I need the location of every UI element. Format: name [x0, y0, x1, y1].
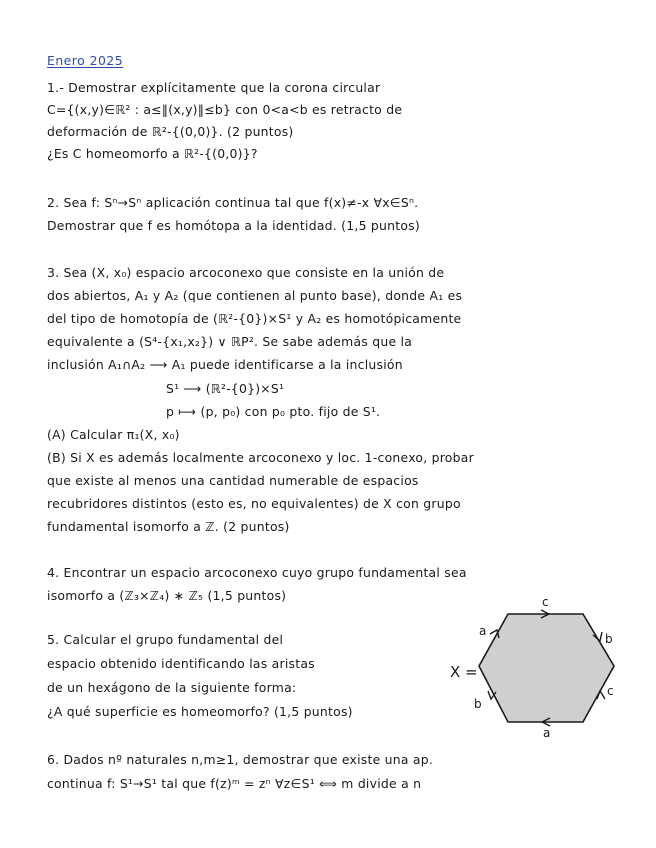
problem-2-line: Demostrar que f es homótopa a la identidad. (1,5 puntos) [47, 218, 420, 233]
hexagon-figure [440, 595, 630, 740]
problem-1-line: C={(x,y)∈ℝ² : a≤‖(x,y)‖≤b} con 0<a<b es retracto de [47, 102, 403, 117]
problem-3-part-b-line: recubridores distintos (esto es, no equivalentes) de X con grupo [47, 496, 461, 511]
problem-4-line: 4. Encontrar un espacio arcoconexo cuyo grupo fundamental sea [47, 565, 467, 580]
problem-3-line: inclusión A₁∩A₂ ⟶ A₁ puede identificarse a la inclusión [47, 357, 403, 372]
problem-3-part-a: (A) Calcular π₁(X, x₀) [47, 427, 180, 442]
x-equals-label: X = [450, 663, 478, 681]
edge-label-upper-left: a [479, 624, 487, 638]
problem-3-part-b-line: (B) Si X es además localmente arcoconexo y loc. 1-conexo, probar [47, 450, 474, 465]
problem-2-line: 2. Sea f: Sⁿ→Sⁿ aplicación continua tal que f(x)≠-x ∀x∈Sⁿ. [47, 195, 419, 210]
problem-6-line: continua f: S¹→S¹ tal que f(z)ᵐ = zⁿ ∀z∈S¹ ⟺ m divide a n [47, 776, 422, 791]
exam-title: Enero 2025 [47, 53, 124, 68]
edge-label-bottom: a [543, 726, 551, 740]
problem-3-line: equivalente a (S⁴-{x₁,x₂}) ∨ ℝP². Se sabe además que la [47, 334, 413, 349]
problem-3-part-b-line: que existe al menos una cantidad numerable de espacios [47, 473, 419, 488]
edge-label-top: c [542, 595, 549, 609]
problem-3-part-b-line: fundamental isomorfo a ℤ. (2 puntos) [47, 519, 290, 534]
problem-4-line: isomorfo a (ℤ₃×ℤ₄) ∗ ℤ₅ (1,5 puntos) [47, 588, 287, 603]
problem-5-line: de un hexágono de la siguiente forma: [47, 680, 297, 695]
problem-3-line: 3. Sea (X, x₀) espacio arcoconexo que consiste en la unión de [47, 265, 445, 280]
problem-6-line: 6. Dados nº naturales n,m≥1, demostrar que existe una ap. [47, 752, 434, 767]
edge-label-lower-right: c [607, 684, 614, 698]
problem-3-line: del tipo de homotopía de (ℝ²-{0})×S¹ y A₂ es homotópicamente [47, 311, 462, 326]
problem-3-map-line: p ⟼ (p, p₀) con p₀ pto. fijo de S¹. [166, 404, 381, 419]
problem-1-line: ¿Es C homeomorfo a ℝ²-{(0,0)}? [47, 146, 258, 161]
problem-5-line: 5. Calcular el grupo fundamental del [47, 632, 284, 647]
problem-3-map-line: S¹ ⟶ (ℝ²-{0})×S¹ [166, 381, 285, 396]
edge-label-upper-right: b [605, 632, 613, 646]
problem-3-line: dos abiertos, A₁ y A₂ (que contienen al punto base), donde A₁ es [47, 288, 463, 303]
problem-1-line: 1.- Demostrar explícitamente que la corona circular [47, 80, 381, 95]
problem-5-line: espacio obtenido identificando las aristas [47, 656, 315, 671]
edge-label-lower-left: b [474, 697, 482, 711]
hexagon-shape [479, 614, 614, 722]
problem-5-line: ¿A qué superficie es homeomorfo? (1,5 puntos) [47, 704, 353, 719]
problem-1-line: deformación de ℝ²-{(0,0)}. (2 puntos) [47, 124, 294, 139]
